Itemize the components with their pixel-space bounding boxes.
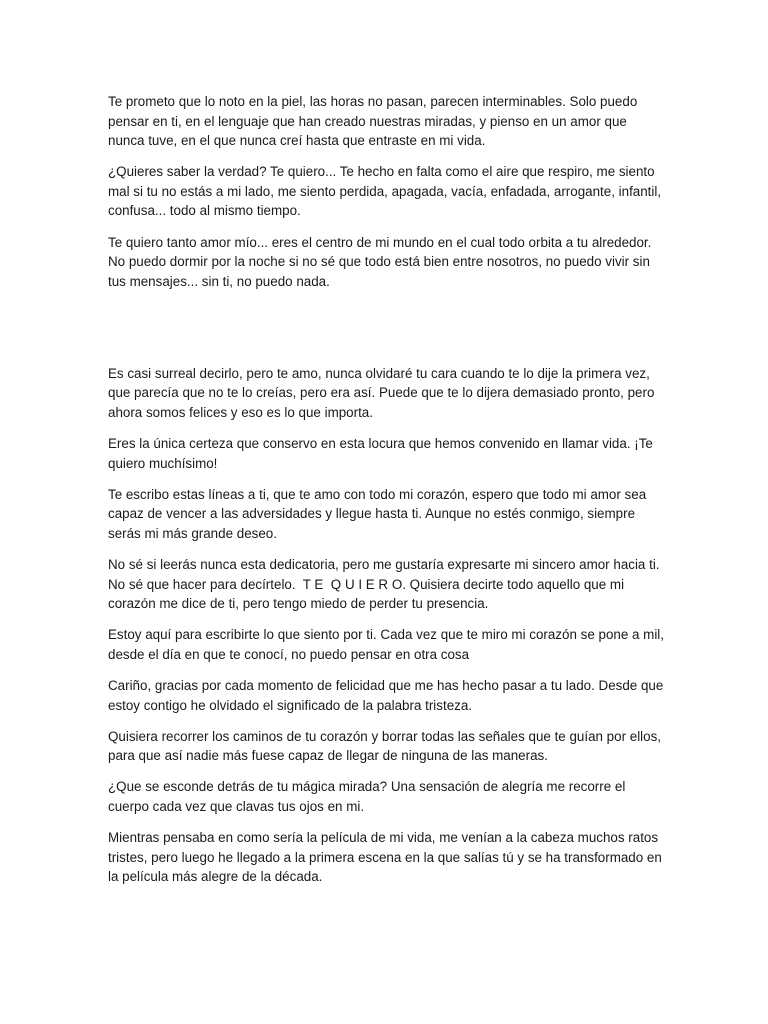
- paragraph: ¿Quieres saber la verdad? Te quiero... Te hecho en falta como el aire que respiro, me siento mal si tu no estás a mi lado, me siento perdida, apagada, vacía, enfadada, arrogante, infantil, confusa... todo al mismo tiempo.: [108, 164, 662, 219]
- paragraph: Te prometo que lo noto en la piel, las horas no pasan, parecen interminables. Solo puedo pensar en ti, en el lenguaje que han creado nuestras miradas, y pienso en un amor que nunca tuve, en el que nunca creí hasta que entraste en mi vida.: [108, 94, 638, 149]
- paragraph: Eres la única certeza que conservo en esta locura que hemos convenido en llamar vida. ¡Te quiero muchísimo!: [108, 436, 653, 471]
- paragraph: No sé si leerás nunca esta dedicatoria, pero me gustaría expresarte mi sincero amor hacia ti. No sé que hacer para decírtelo. T E Q U I E R O. Quisiera decirte todo aquello que mi corazón me dice de ti, pero tengo miedo de perder tu presencia.: [108, 557, 664, 612]
- paragraph: Te quiero tanto amor mío... eres el centro de mi mundo en el cual todo orbita a tu alrededor. No puedo dormir por la noche si no sé que todo está bien entre nosotros, no puedo vivir sin tus mensajes... sin ti, no puedo nada.: [108, 234, 652, 289]
- paragraph: Quisiera recorrer los caminos de tu corazón y borrar todas las señales que te guían por ellos, para que así nadie más fuese capaz de llegar de ninguna de las maneras.: [108, 728, 662, 764]
- document-body: [108, 92, 664, 898]
- paragraph: Te escribo estas líneas a ti, que te amo con todo mi corazón, espero que todo mi amor sea capaz de vencer a las adversidades y llegue hasta ti. Aunque no estés conmigo, siempre serás mi más grande deseo.: [108, 486, 647, 541]
- paragraph: Es casi surreal decirlo, pero te amo, nunca olvidaré tu cara cuando te lo dije la primera vez, que parecía que no te lo creías, pero era así. Puede que te lo dijera demasiado pronto, pero ahora somos felices y eso es lo que importa.: [108, 365, 655, 421]
- paragraph: ¿Que se esconde detrás de tu mágica mirada? Una sensación de alegría me recorre el cuerpo cada vez que clavas tus ojos en mi.: [108, 779, 626, 815]
- paragraph: Mientras pensaba en como sería la película de mi vida, me venían a la cabeza muchos ratos tristes, pero luego he llegado a la primera escena en la que salías tú y se ha transformado en la película más alegre de la década.: [108, 830, 662, 885]
- section-gap: [108, 303, 664, 364]
- paragraph: Cariño, gracias por cada momento de felicidad que me has hecho pasar a tu lado. Desde que estoy contigo he olvidado el significado de la palabra tristeza.: [108, 678, 664, 713]
- paragraph: Estoy aquí para escribirte lo que siento por ti. Cada vez que te miro mi corazón se pone a mil, desde el día en que te conocí, no puedo pensar en otra cosa: [108, 627, 664, 662]
